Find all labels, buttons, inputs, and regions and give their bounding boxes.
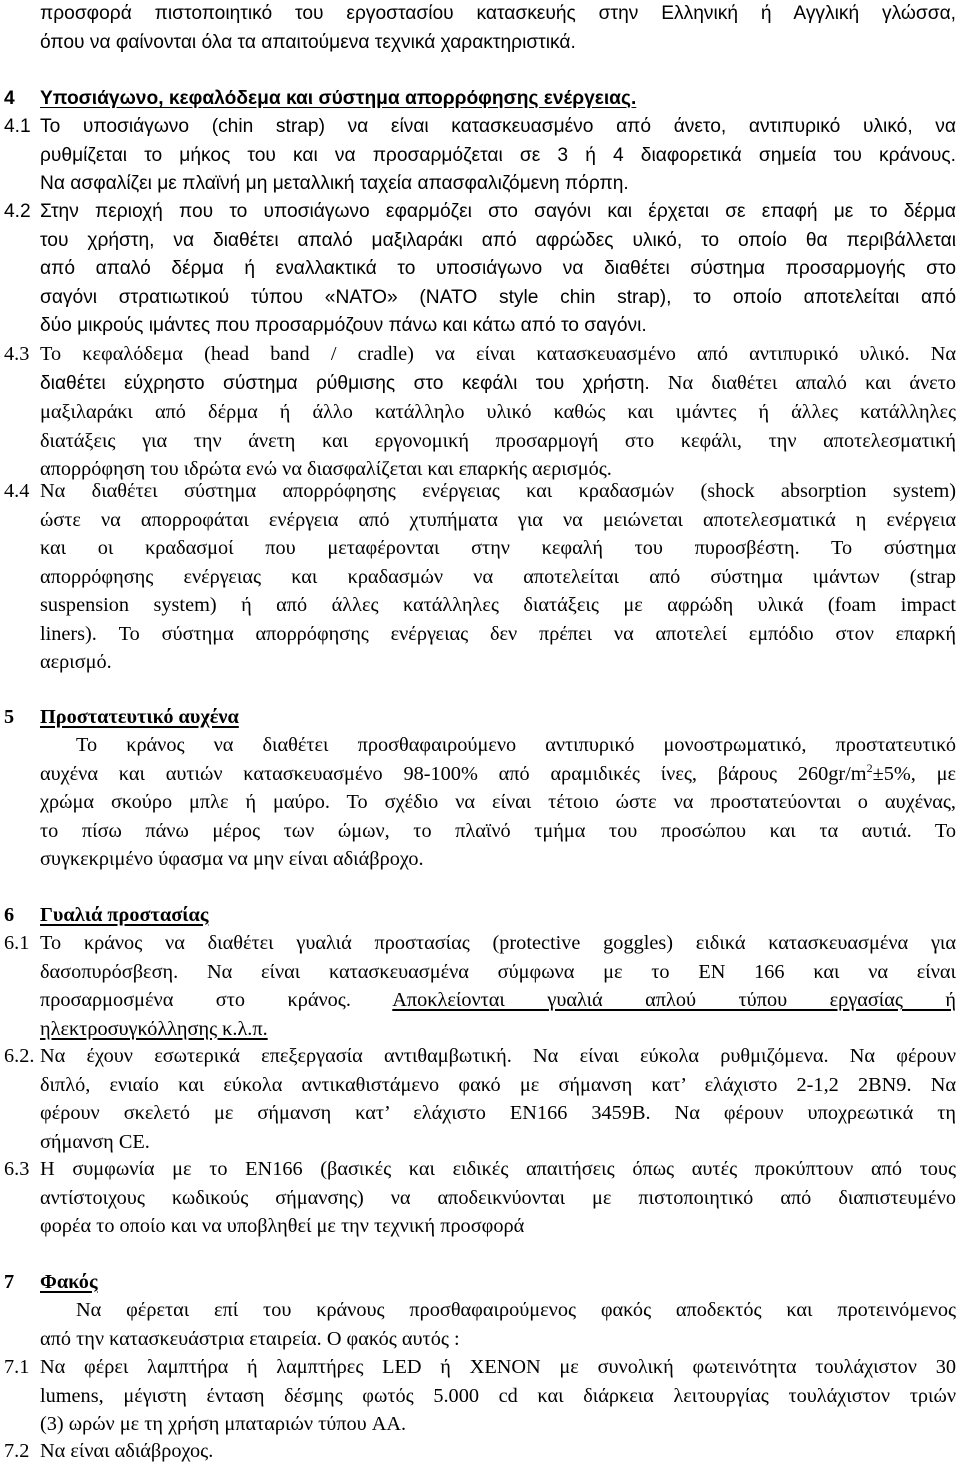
paragraph-line: Το κράνος να διαθέτει προσθαφαιρούμενο αντιπυρικό μονοστρωματικό, προστατευτικό	[76, 734, 956, 756]
item-number: 7.1	[4, 1356, 30, 1378]
item-line: σαγόνι στρατιωτικού τύπου «NATO» (NATO style chin strap), το οποίο αποτελείται από	[40, 286, 956, 308]
item-number: 4.4	[4, 480, 30, 502]
item-line: διπλό, ενιαίο και εύκολα αντικαθιστάμενο φακό με σήμανση κατ’ ελάχιστο 2-1,2 2BN9. Να	[40, 1073, 956, 1096]
section-number: 4	[4, 88, 15, 109]
item-line: suspension system) ή από άλλες κατάλληλες διατάξεις με αφρώδη υλικά (foam impact	[40, 594, 956, 616]
item-line: και οι κραδασμοί που μεταφέρονται στην κεφαλή του πυροσβέστη. Το σύστημα	[40, 537, 956, 559]
item-line: του χρήστη, να διαθέτει απαλό μαξιλαράκι από αφρώδες υλικό, το οποίο θα περιβάλλεται	[40, 229, 956, 251]
item-line: lumens, μέγιστη ένταση δέσμης φωτός 5.000 cd και διάρκεια λειτουργίας τουλάχιστον τριών	[40, 1384, 956, 1407]
item-line: Στην περιοχή που το υποσιάγωνο εφαρμόζει στο σαγόνι και έρχεται σε επαφή με το δέρμα	[40, 201, 956, 222]
item-line-part: διαθέτει εύχρηστο σύστημα ρύθμισης στο κεφάλι του χρήστη.	[40, 372, 650, 394]
paragraph-line-part: αυχένα και αυτιών κατασκευασμένο 98-100% από αραμιδικές ίνες, βάρους 260gr/m	[40, 762, 867, 785]
item-line: Να ασφαλίζει με πλαϊνή μη μεταλλική ταχεία απασφαλιζόμενη πόρπη.	[40, 173, 629, 194]
item-line: διατάξεις για την άνετη και εργονομική προσαρμογή στο κεφάλι, την αποτελεσματική	[40, 429, 956, 452]
text-line	[40, 29, 960, 58]
item-line: φέρουν σκελετό με σήμανση κατ’ ελάχιστο EN166 3459B. Να φέρουν υποχρεωτικά τη	[40, 1102, 956, 1124]
item-line: απορρόφηση του ιδρώτα ενώ να διασφαλίζεται και επαρκής αερισμός.	[40, 458, 612, 480]
paragraph-line: από την κατασκευάστρια εταιρεία. Ο φακός αυτός :	[40, 1327, 460, 1350]
underlined-text: Αποκλείονται γυαλιά απλού τύπου εργασίας ή	[392, 989, 956, 1011]
item-line: (3) ωρών με τη χρήση μπαταριών τύπου AA.	[40, 1413, 407, 1435]
item-line: Να έχουν εσωτερικά επεξεργασία αντιθαμβωτική. Να είναι εύκολα ρυθμιζόμενα. Να φέρουν	[40, 1045, 956, 1067]
paragraph-line: Να φέρεται επί του κράνους προσθαφαιρούμενος φακός αποδεκτός και προτεινόμενος	[76, 1299, 956, 1321]
item-number: 6.1	[4, 932, 30, 954]
item-line	[40, 986, 956, 1015]
section-title: Προστατευτικό αυχένα	[40, 706, 239, 728]
item-line: Το κεφαλόδεμα (head band / cradle) να είναι κατασκευασμένο από αντιπυρικό υλικό. Να	[40, 343, 956, 365]
item-line: Το υποσιάγωνο (chin strap) να είναι κατασκευασμένο από άνετο, αντιπυρικό υλικό, να	[40, 116, 956, 137]
item-line-part: Να διαθέτει απαλό και άνετο	[649, 371, 956, 394]
section-title: Γυαλιά προστασίας	[40, 904, 209, 926]
paragraph-line: χρώμα σκούρο μπλε ή μαύρο. Το σχέδιο να είναι τέτοιο ώστε να προστατεύονται ο αυχένας,	[40, 791, 956, 813]
item-number: 4.2	[4, 201, 31, 222]
item-line: δασοπυρόσβεση. Να είναι κατασκευασμένα σύμφωνα με το EN 166 και να είναι	[40, 960, 956, 983]
item-number: 4.1	[4, 116, 31, 137]
paragraph-line	[40, 760, 956, 789]
item-line: Η συμφωνία με το EN166 (βασικές και ειδικές απαιτήσεις όπως αυτές προκύπτουν από τους	[40, 1158, 956, 1180]
item-line: liners). Το σύστημα απορρόφησης ενέργειας δεν πρέπει να αποτελεί εμπόδιο στον επαρκή	[40, 622, 956, 645]
item-line: φορέα το οποίο και να υποβληθεί με την τεχνική προσφορά	[40, 1215, 525, 1237]
paragraph-line: συγκεκριμένο ύφασμα να μην είναι αδιάβροχο.	[40, 848, 424, 870]
item-line: δύο μικρούς ιμάντες που προσαρμόζουν πάνω και κάτω από το σαγόνι.	[40, 315, 647, 336]
paragraph-line: προσφορά πιστοποιητικό του εργοστασίου κατασκευής στην Ελληνική ή Αγγλική γλώσσα,	[40, 3, 956, 24]
paragraph-line: όπου να φαίνονται όλα τα απαιτούμενα τεχνικά χαρακτηριστικά.	[40, 32, 576, 53]
item-line: αντίστοιχους κωδικούς σήμανσης) να αποδεικνύονται με πιστοποιητικό από διαπιστευμένο	[40, 1186, 956, 1209]
item-number: 7.2	[4, 1440, 30, 1462]
section-number: 7	[4, 1271, 15, 1293]
item-line: ώστε να απορροφάται ενέργεια από χτυπήματα για να μειώνεται αποτελεσματικά η ενέργεια	[40, 508, 956, 531]
item-line: μαξιλαράκι από δέρμα ή άλλο κατάλληλο υλικό καθώς και ιμάντες ή άλλες κατάλληλες	[40, 401, 956, 423]
underlined-text: ηλεκτροσυγκόλλησης κ.λ.π.	[40, 1017, 268, 1040]
paragraph-line-part: ±5%, με	[872, 762, 956, 785]
section-title: Υποσιάγωνο, κεφαλόδεμα και σύστημα απορρόφησης ενέργειας.	[40, 88, 637, 109]
section-number: 5	[4, 706, 15, 728]
superscript: 2	[866, 760, 873, 775]
item-line-part: προσαρμοσμένα στο κράνος.	[40, 989, 351, 1011]
item-number: 6.3	[4, 1158, 30, 1180]
item-line: Να διαθέτει σύστημα απορρόφησης ενέργειας και κραδασμών (shock absorption system)	[40, 480, 956, 502]
item-line	[40, 1015, 956, 1044]
item-line	[40, 369, 956, 399]
item-line: αερισμό.	[40, 651, 112, 673]
item-line: απορρόφησης ενέργειας και κραδασμών να αποτελείται από σύστημα ιμάντων (strap	[40, 565, 956, 588]
item-line: σήμανση CE.	[40, 1130, 150, 1153]
item-line: ρυθμίζεται το μήκος του και να προσαρμόζεται σε 3 ή 4 διαφορετικά σημεία του κράνους.	[40, 144, 956, 166]
section-title: Φακός	[40, 1271, 98, 1293]
item-number: 6.2.	[4, 1045, 35, 1067]
item-line: Το κράνος να διαθέτει γυαλιά προστασίας (protective goggles) ειδικά κατασκευασμένα για	[40, 932, 956, 954]
text-line	[40, 0, 956, 29]
item-line: Να φέρει λαμπτήρα ή λαμπτήρες LED ή XENON με συνολική φωτεινότητα τουλάχιστον 30	[40, 1356, 956, 1378]
paragraph-line: το πίσω πάνω μέρος των ώμων, το πλαϊνό τμήμα του προσώπου και τα αυτιά. Το	[40, 819, 956, 842]
item-line: Να είναι αδιάβροχος.	[40, 1440, 214, 1462]
item-line: από απαλό δέρμα ή εναλλακτικά το υποσιάγωνο να διαθέτει σύστημα προσαρμογής στο	[40, 258, 956, 279]
item-number: 4.3	[4, 343, 30, 365]
section-number: 6	[4, 904, 15, 926]
